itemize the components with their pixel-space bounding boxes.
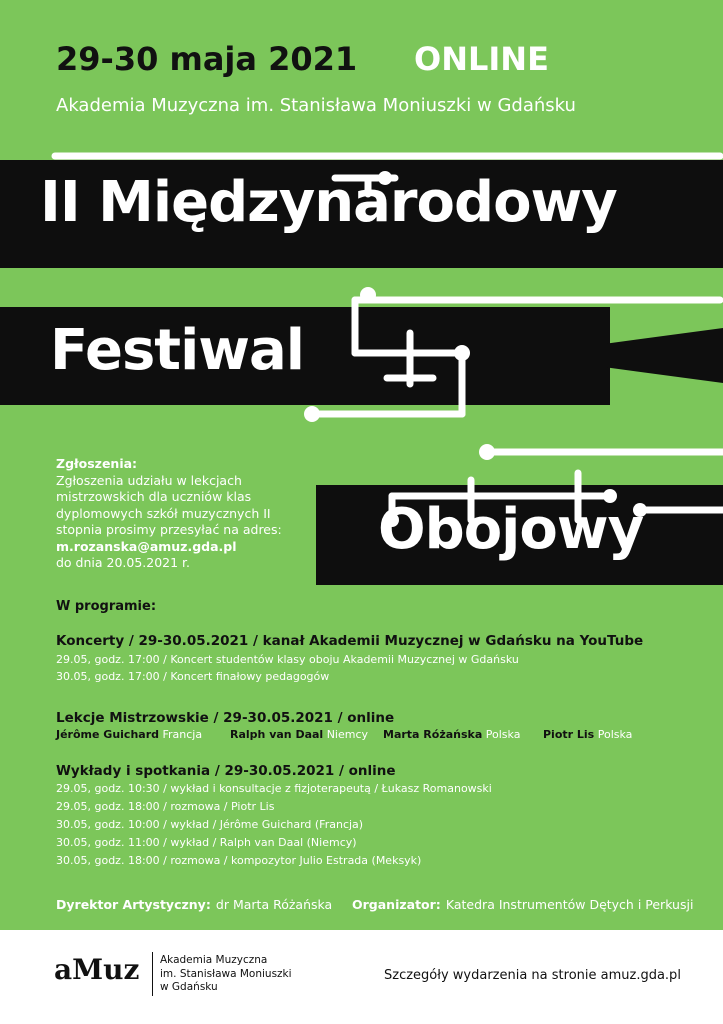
teacher-name: Piotr Lis: [543, 728, 595, 741]
event-mode: ONLINE: [414, 40, 549, 78]
concert-item: 29.05, godz. 17:00 / Koncert studentów klasy oboju Akademii Muzycznej w Gdańsku: [56, 653, 519, 666]
concerts-title: Koncerty / 29-30.05.2021 / kanał Akademii Muzycznej w Gdańsku na YouTube: [56, 633, 644, 649]
teacher-country: Francja: [162, 728, 203, 741]
artistic-director: [56, 894, 332, 913]
logo-line: w Gdańsku: [160, 981, 218, 993]
academy-name: Akademia Muzyczna im. Stanisława Moniuszki w Gdańsku: [56, 95, 576, 116]
teacher-name: Marta Różańska: [383, 728, 483, 741]
masterclasses-title: Lekcje Mistrzowskie / 29-30.05.2021 / online: [56, 710, 395, 726]
teacher: [56, 728, 202, 741]
logo-divider: [152, 952, 153, 996]
concert-item: 30.05, godz. 17:00 / Koncert finałowy pedagogów: [56, 670, 330, 683]
logo-line: Akademia Muzyczna: [160, 954, 268, 966]
applications-deadline: do dnia 20.05.2021 r.: [56, 555, 191, 570]
program-heading: W programie:: [56, 599, 157, 614]
organizer-label: Organizator:: [352, 897, 441, 912]
teacher-name: Jérôme Guichard: [56, 728, 159, 741]
organizer: [352, 894, 693, 913]
organizer-name: Katedra Instrumentów Dętych i Perkusji: [445, 897, 694, 912]
teacher-country: Niemcy: [326, 728, 369, 741]
teacher-name: Ralph van Daal: [230, 728, 324, 741]
teacher: [230, 728, 368, 741]
director-label: Dyrektor Artystyczny:: [56, 897, 211, 912]
teacher: [543, 728, 632, 741]
lecture-item: 30.05, godz. 11:00 / wykład / Ralph van Daal (Niemcy): [56, 836, 357, 849]
title-line-2: Festiwal: [50, 318, 304, 383]
applications-text: Zgłoszenia udziału w lekcjach mistrzowskich dla uczniów klas dyplomowych szkół muzycznych II stopnia prosimy przesyłać na adres:: [56, 472, 282, 537]
lectures-title: Wykłady i spotkania / 29-30.05.2021 / online: [56, 763, 396, 779]
title-line-1: II Międzynarodowy: [40, 170, 617, 235]
title-line-3: Obojowy: [378, 497, 644, 562]
applications-heading: Zgłoszenia:: [56, 456, 138, 471]
lecture-item: 29.05, godz. 18:00 / rozmowa / Piotr Lis: [56, 800, 275, 813]
teacher: [383, 728, 520, 741]
lecture-item: 29.05, godz. 10:30 / wykład i konsultacje z fizjoterapeutą / Łukasz Romanowski: [56, 782, 492, 795]
director-name: dr Marta Różańska: [215, 897, 333, 912]
amuz-logo[interactable]: aMuz: [54, 953, 140, 986]
applications-email[interactable]: m.rozanska@amuz.gda.pl: [56, 538, 237, 554]
lecture-item: 30.05, godz. 10:00 / wykład / Jérôme Guichard (Francja): [56, 818, 364, 831]
logo-subtitle: [160, 954, 292, 995]
logo-line: im. Stanisława Moniuszki: [160, 967, 292, 980]
lecture-item: 30.05, godz. 18:00 / rozmowa / kompozytor Julio Estrada (Meksyk): [56, 854, 422, 867]
event-date: 29-30 maja 2021: [56, 40, 358, 78]
event-details-link[interactable]: Szczegóły wydarzenia na stronie amuz.gda.pl: [384, 968, 681, 983]
teacher-country: Polska: [485, 728, 521, 741]
teacher-country: Polska: [597, 728, 633, 741]
applications-block: [56, 456, 301, 572]
